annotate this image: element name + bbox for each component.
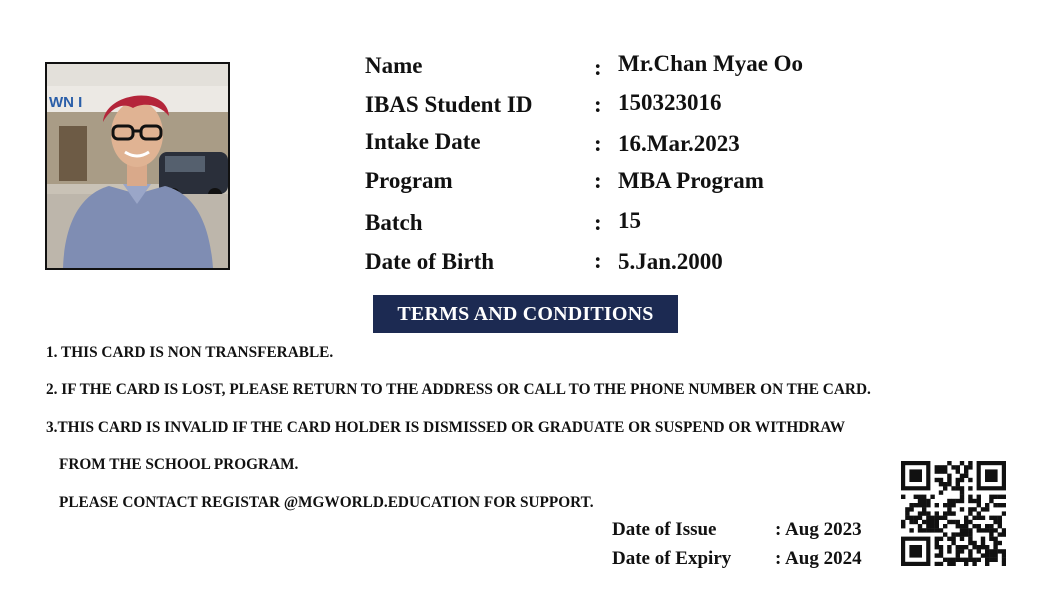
qr-code-icon[interactable]	[901, 461, 1006, 566]
date-of-issue-value: : Aug 2023	[775, 519, 862, 540]
term-line-2: 2. IF THE CARD IS LOST, PLEASE RETURN TO THE ADDRESS OR CALL TO THE PHONE NUMBER ON THE CARD.	[46, 381, 871, 398]
intake-date-colon: :	[594, 131, 602, 156]
program-colon: :	[594, 168, 602, 193]
support-contact-line: PLEASE CONTACT REGISTAR @MGWORLD.EDUCATION FOR SUPPORT.	[59, 494, 594, 511]
batch-label: Batch	[365, 210, 423, 235]
student-portrait	[47, 64, 228, 268]
date-of-birth-colon: :	[594, 248, 602, 273]
term-line-3-continued: FROM THE SCHOOL PROGRAM.	[59, 456, 299, 473]
qr-code-graphic	[901, 461, 1006, 566]
batch-colon: :	[594, 210, 602, 235]
name-value: Mr.Chan Myae Oo	[618, 51, 804, 76]
term-line-3: 3.THIS CARD IS INVALID IF THE CARD HOLDER IS DISMISSED OR GRADUATE OR SUSPEND OR WITHDRAW	[46, 419, 845, 436]
program-value: MBA Program	[618, 168, 764, 193]
intake-date-label: Intake Date	[365, 129, 481, 154]
date-of-expiry-label: Date of Expiry	[612, 548, 732, 569]
batch-value: 15	[618, 208, 641, 233]
name-label: Name	[365, 53, 423, 78]
date-of-birth-value: 5.Jan.2000	[618, 249, 723, 274]
term-line-1: 1. THIS CARD IS NON TRANSFERABLE.	[46, 344, 334, 361]
date-of-issue-label: Date of Issue	[612, 519, 717, 540]
date-of-expiry-value: : Aug 2024	[775, 548, 862, 569]
intake-date-value: 16.Mar.2023	[618, 131, 740, 156]
program-label: Program	[365, 168, 453, 193]
storefront-sign-text: WN I	[49, 94, 83, 111]
date-of-birth-label: Date of Birth	[365, 249, 495, 274]
student-id-colon: :	[594, 92, 602, 117]
name-colon: :	[594, 55, 602, 80]
terms-and-conditions-banner: TERMS AND CONDITIONS	[373, 295, 678, 333]
student-id-label: IBAS Student ID	[365, 92, 533, 117]
student-photo	[45, 62, 230, 270]
student-id-value: 150323016	[618, 90, 722, 115]
